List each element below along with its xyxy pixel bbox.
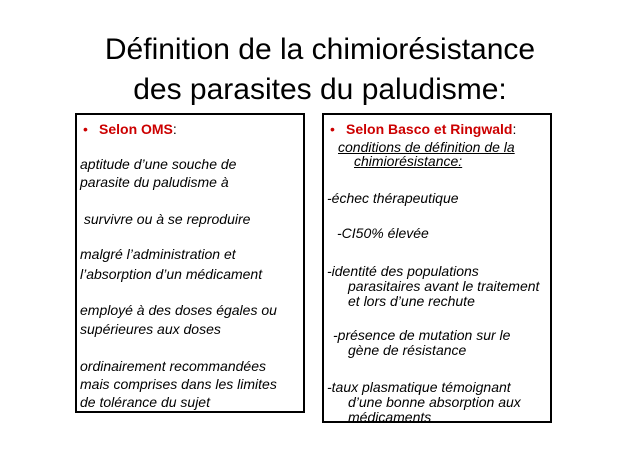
criterion-line: -taux plasmatique témoignant (327, 379, 511, 395)
oms-definition-line: ordinairement recommandées (80, 358, 266, 374)
criterion-line: d’une bonne absorption aux (348, 394, 521, 410)
criterion-line: -identité des populations (327, 263, 479, 279)
bullet-icon: • (83, 121, 88, 137)
criterion-line: médicaments (348, 409, 432, 425)
oms-heading (99, 121, 177, 137)
oms-definition-line: supérieures aux doses (80, 321, 221, 337)
criterion-line: -présence de mutation sur le (333, 327, 511, 343)
bullet-icon: • (330, 121, 335, 137)
conditions-heading-line: conditions de définition de la (338, 139, 515, 155)
oms-heading-label: Selon OMS (99, 121, 173, 137)
oms-heading-colon: : (172, 121, 177, 137)
oms-definition-line: parasite du paludisme à (80, 174, 229, 190)
basco-ringwald-heading-colon: : (512, 121, 517, 137)
slide-title-line-1: Définition de la chimiorésistance (104, 33, 536, 66)
oms-definition-box (75, 113, 305, 413)
oms-definition-line: malgré l’administration et (80, 246, 236, 262)
oms-definition-line: survivre ou à se reproduire (80, 211, 251, 227)
oms-definition-line: mais comprises dans les limites (80, 376, 277, 392)
slide-title-line-2: des parasites du paludisme: (133, 73, 507, 106)
criterion-line: parasitaires avant le traitement (348, 278, 540, 294)
oms-definition-line: employé à des doses égales ou (80, 302, 277, 318)
criterion-line: gène de résistance (348, 342, 467, 358)
oms-definition-line: l’absorption d’un médicament (80, 266, 263, 282)
oms-definition-line: de tolérance du sujet (80, 394, 210, 410)
basco-ringwald-box (322, 113, 552, 423)
conditions-heading-line: chimiorésistance: (354, 153, 463, 169)
criterion-line: et lors d’une rechute (348, 293, 475, 309)
criterion-line: -CI50% élevée (337, 225, 429, 241)
slide-title (60, 30, 580, 110)
basco-ringwald-heading-label: Selon Basco et Ringwald (346, 121, 513, 137)
oms-definition-line: aptitude d’une souche de (80, 156, 237, 172)
basco-ringwald-heading (346, 121, 516, 137)
criterion-line: -échec thérapeutique (327, 190, 459, 206)
